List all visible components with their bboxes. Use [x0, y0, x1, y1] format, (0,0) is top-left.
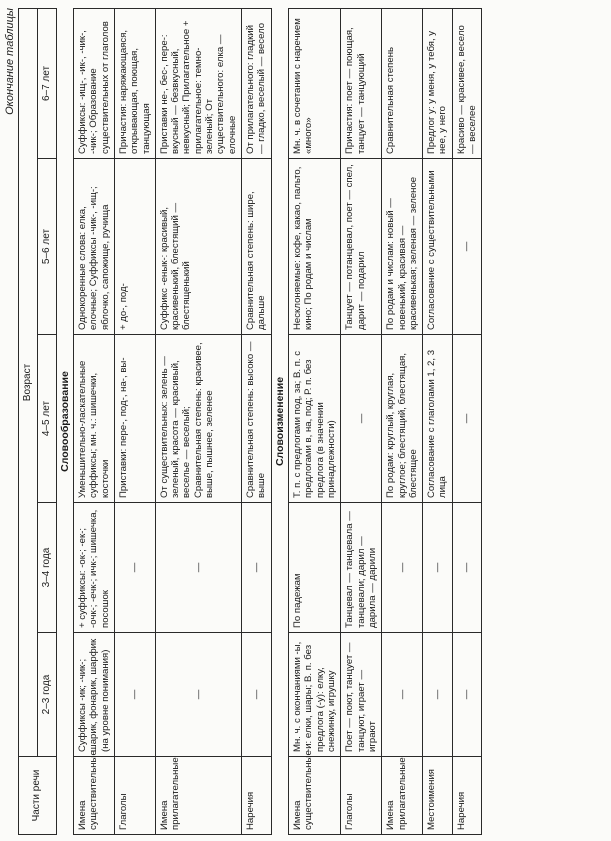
table-cell: От прилагательного: гладкий — гладко, веселый — весело [242, 8, 272, 158]
table-cell: Предлог у: у меня, у тебя, у нее, у него [423, 8, 453, 158]
table-cell: — [452, 503, 482, 633]
part-of-speech-cell: Имена прилагательные [382, 757, 423, 835]
header-age-1: 2–3 года [37, 633, 56, 757]
table-cell: — [452, 633, 482, 757]
table-cell: — [382, 503, 423, 633]
table-cell: Поет — поют, танцует — танцуют, играет — играют [341, 633, 382, 757]
table-cell: — [452, 335, 482, 503]
table-row [155, 8, 241, 834]
table-cell: От существительных: зелень — зеленый, красота — красивый, веселье — веселый; Сравнительная степень: красивее, выше, пышнее, зеленее [155, 335, 241, 503]
table-cell: Причастия: поет — поющая, танцует — танцующий [341, 8, 382, 158]
table-cell: + до-, под- [114, 159, 155, 335]
part-of-speech-cell: Имена существительные [73, 757, 114, 835]
table-cell: Мн. ч. в сочетании с наречием «много» [289, 8, 341, 158]
table-cell: Мн. ч. с окончаниями -ы, -и: елки, шары; В. п. без предлога (-у): елку, снежинку, игрушку [289, 633, 341, 757]
table-cell: По падежам [289, 503, 341, 633]
table-cell: — [242, 633, 272, 757]
table-row [423, 8, 453, 834]
table-cell: Уменьшительно-ласкательные суффиксы; мн. ч.: шишечки, косточки [73, 335, 114, 503]
table-cell: — [341, 335, 382, 503]
section-row [56, 8, 73, 834]
table-cell: — [382, 633, 423, 757]
section-title: Словоизменение [271, 8, 288, 834]
table-cell: Сравнительная степень: высоко — выше [242, 335, 272, 503]
table-cell: Танцевал — танцевала — танцевали; дарил — дарила — дарили [341, 503, 382, 633]
table-cell: Сравнительная степень: шире, дальше [242, 159, 272, 335]
header-age-3: 4–5 лет [37, 335, 56, 503]
table-cell: Сравнительная степень [382, 8, 423, 158]
part-of-speech-cell: Глаголы [341, 757, 382, 835]
table-cell: Красиво — красивее, весело — веселее [452, 8, 482, 158]
table-row [114, 8, 155, 834]
part-of-speech-cell: Глаголы [114, 757, 155, 835]
table-cell: Однокоренные слова: елка, елочные; Суффиксы -чик-, -ищ-; яблочко, сапожище, ручища [73, 159, 114, 335]
header-age-5: 6–7 лет [37, 8, 56, 158]
table-cell: По родам и числам: новый — новенький, красивая — красивенькая; зеленая — зеленое [382, 159, 423, 335]
table-cell: — [242, 503, 272, 633]
header-parts-of-speech: Части речи [19, 757, 57, 835]
table-row [242, 8, 272, 834]
table-cell: Суффикс -енык-: красивый, красивенький, блестящий — блестященький [155, 159, 241, 335]
header-age-2: 3–4 года [37, 503, 56, 633]
table-cell: По родам: круглый, круглая, круглое; блестящий, блестящая, блестящее [382, 335, 423, 503]
table-cell: — [155, 633, 241, 757]
grammar-table [18, 8, 482, 835]
table-row [382, 8, 423, 834]
table-cell: Приставки не-, бес-, пере-: вкусный — безвкусный, невкусный; Прилагательное + прилагательное: темно-зеленый; От существительного: елка — елочные [155, 8, 241, 158]
table-cell: Согласование с существительными [423, 159, 453, 335]
table-cell: Согласование с глаголами 1, 2, 3 лица [423, 335, 453, 503]
table-row [341, 8, 382, 834]
table-cell: — [114, 633, 155, 757]
table-row [73, 8, 114, 834]
header-age: Возраст [19, 8, 38, 756]
table-cell: — [423, 633, 453, 757]
table-cell: — [155, 503, 241, 633]
table-cell: — [423, 503, 453, 633]
table-cell: Причастия: наряжающаяся, открывающая, поющая, танцующая [114, 8, 155, 158]
part-of-speech-cell: Местоимения [423, 757, 453, 835]
table-caption: Окончание таблицы [4, 8, 16, 115]
table-cell: Суффиксы -ик; -чик-; шарик, фонарик, шарфик (на уровне понимания) [73, 633, 114, 757]
part-of-speech-cell: Наречия [452, 757, 482, 835]
part-of-speech-cell: Наречия [242, 757, 272, 835]
table-cell: Суффиксы: -ищ-, -ик-, -чик-, -чик-; Образование существительных от глаголов [73, 8, 114, 158]
table-cell: Танцует — потанцевал, поет — спел, дарит — подарил [341, 159, 382, 335]
table-body [56, 8, 482, 834]
table-cell: + суффиксы: -ок-; -ек-; -очк-; -ечк-; ичк-; шишечка, посошок [73, 503, 114, 633]
table-cell: — [114, 503, 155, 633]
table-row [452, 8, 482, 834]
table-cell: — [452, 159, 482, 335]
header-age-4: 5–6 лет [37, 159, 56, 335]
part-of-speech-cell: Имена прилагательные [155, 757, 241, 835]
table-cell: Т. п. с предлогами под, за; В. п. с предлогами в, на, под; Р. п. без предлога (в значении принадлежности) [289, 335, 341, 503]
part-of-speech-cell: Имена существительные [289, 757, 341, 835]
section-row [271, 8, 288, 834]
table-cell: Приставки: пере-, под-, на-, вы- [114, 335, 155, 503]
table-row [289, 8, 341, 834]
section-title: Словообразование [56, 8, 73, 834]
table-cell: Несклоняемые: кофе, какао, пальто, кино; По родам и числам [289, 159, 341, 335]
